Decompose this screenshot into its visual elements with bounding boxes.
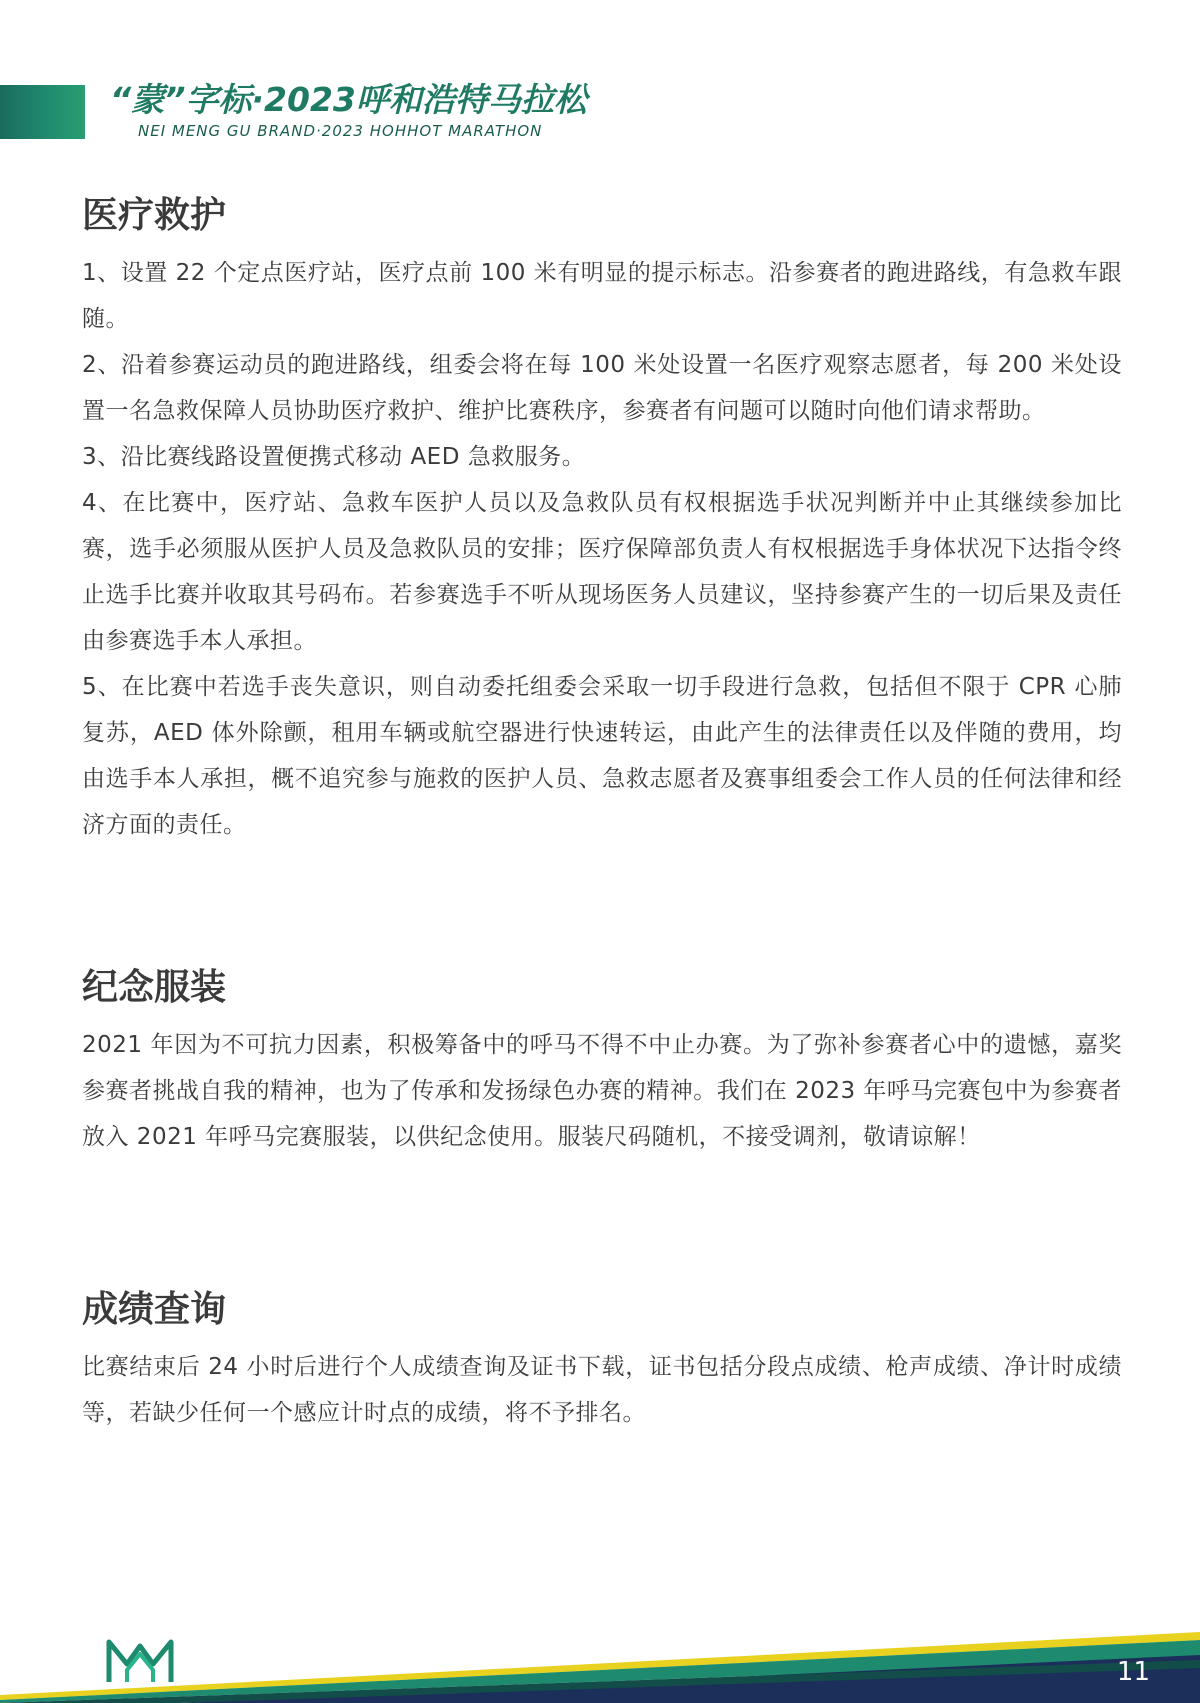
section-heading: 医疗救护 xyxy=(82,195,227,236)
paragraph: 2、沿着参赛运动员的跑进路线，组委会将在每 100 米处设置一名医疗观察志愿者，每 200 米处设置一名急救保障人员协助医疗救护、维护比赛秩序，参赛者有问题可以随时向他们请求帮助。 xyxy=(82,352,1122,424)
section-heading: 纪念服装 xyxy=(82,967,227,1008)
document-header-subtitle: NEI MENG GU BRAND·2023 HOHHOT MARATHON xyxy=(138,122,543,140)
paragraph: 1、设置 22 个定点医疗站，医疗点前 100 米有明显的提示标志。沿参赛者的跑进路线，有急救车跟随。 xyxy=(82,260,1122,332)
footer-stripes xyxy=(0,1610,1200,1703)
section-medical-rescue xyxy=(82,188,1122,848)
section-heading: 成绩查询 xyxy=(82,1289,227,1330)
paragraph: 2021 年因为不可抗力因素，积极筹备中的呼马不得不中止办赛。为了弥补参赛者心中的遗憾，嘉奖参赛者挑战自我的精神，也为了传承和发扬绿色办赛的精神。我们在 2023 年呼马完赛包中为参赛者放入 2021 年呼马完赛服装，以供纪念使用。服装尺码随机，不接受调剂，敬请谅解！ xyxy=(82,1032,1122,1150)
page-number: 11 xyxy=(1116,1657,1150,1687)
paragraph: 3、沿比赛线路设置便携式移动 AED 急救服务。 xyxy=(82,444,586,470)
paragraph: 5、在比赛中若选手丧失意识，则自动委托组委会采取一切手段进行急救，包括但不限于 CPR 心肺复苏，AED 体外除颤，租用车辆或航空器进行快速转运，由此产生的法律责任以及伴随的费用，均由选手本人承担，概不追究参与施救的医护人员、急救志愿者及赛事组委会工作人员的任何法律和经济方面的责任。 xyxy=(82,674,1122,838)
paragraph: 4、在比赛中，医疗站、急救车医护人员以及急救队员有权根据选手状况判断并中止其继续参加比赛，选手必须服从医护人员及急救队员的安排；医疗保障部负责人有权根据选手身体状况下达指令终止选手比赛并收取其号码布。若参赛选手不听从现场医务人员建议，坚持参赛产生的一切后果及责任由参赛选手本人承担。 xyxy=(82,490,1122,654)
section-commemorative-apparel xyxy=(82,960,1122,1160)
section-results-query xyxy=(82,1282,1122,1436)
header-accent-band xyxy=(0,85,85,139)
paragraph: 比赛结束后 24 小时后进行个人成绩查询及证书下载，证书包括分段点成绩、枪声成绩、净计时成绩等，若缺少任何一个感应计时点的成绩，将不予排名。 xyxy=(82,1354,1122,1426)
m-brand-logo-icon xyxy=(105,1636,175,1686)
document-header-title: “蒙”字标·2023呼和浩特马拉松 xyxy=(110,80,587,119)
